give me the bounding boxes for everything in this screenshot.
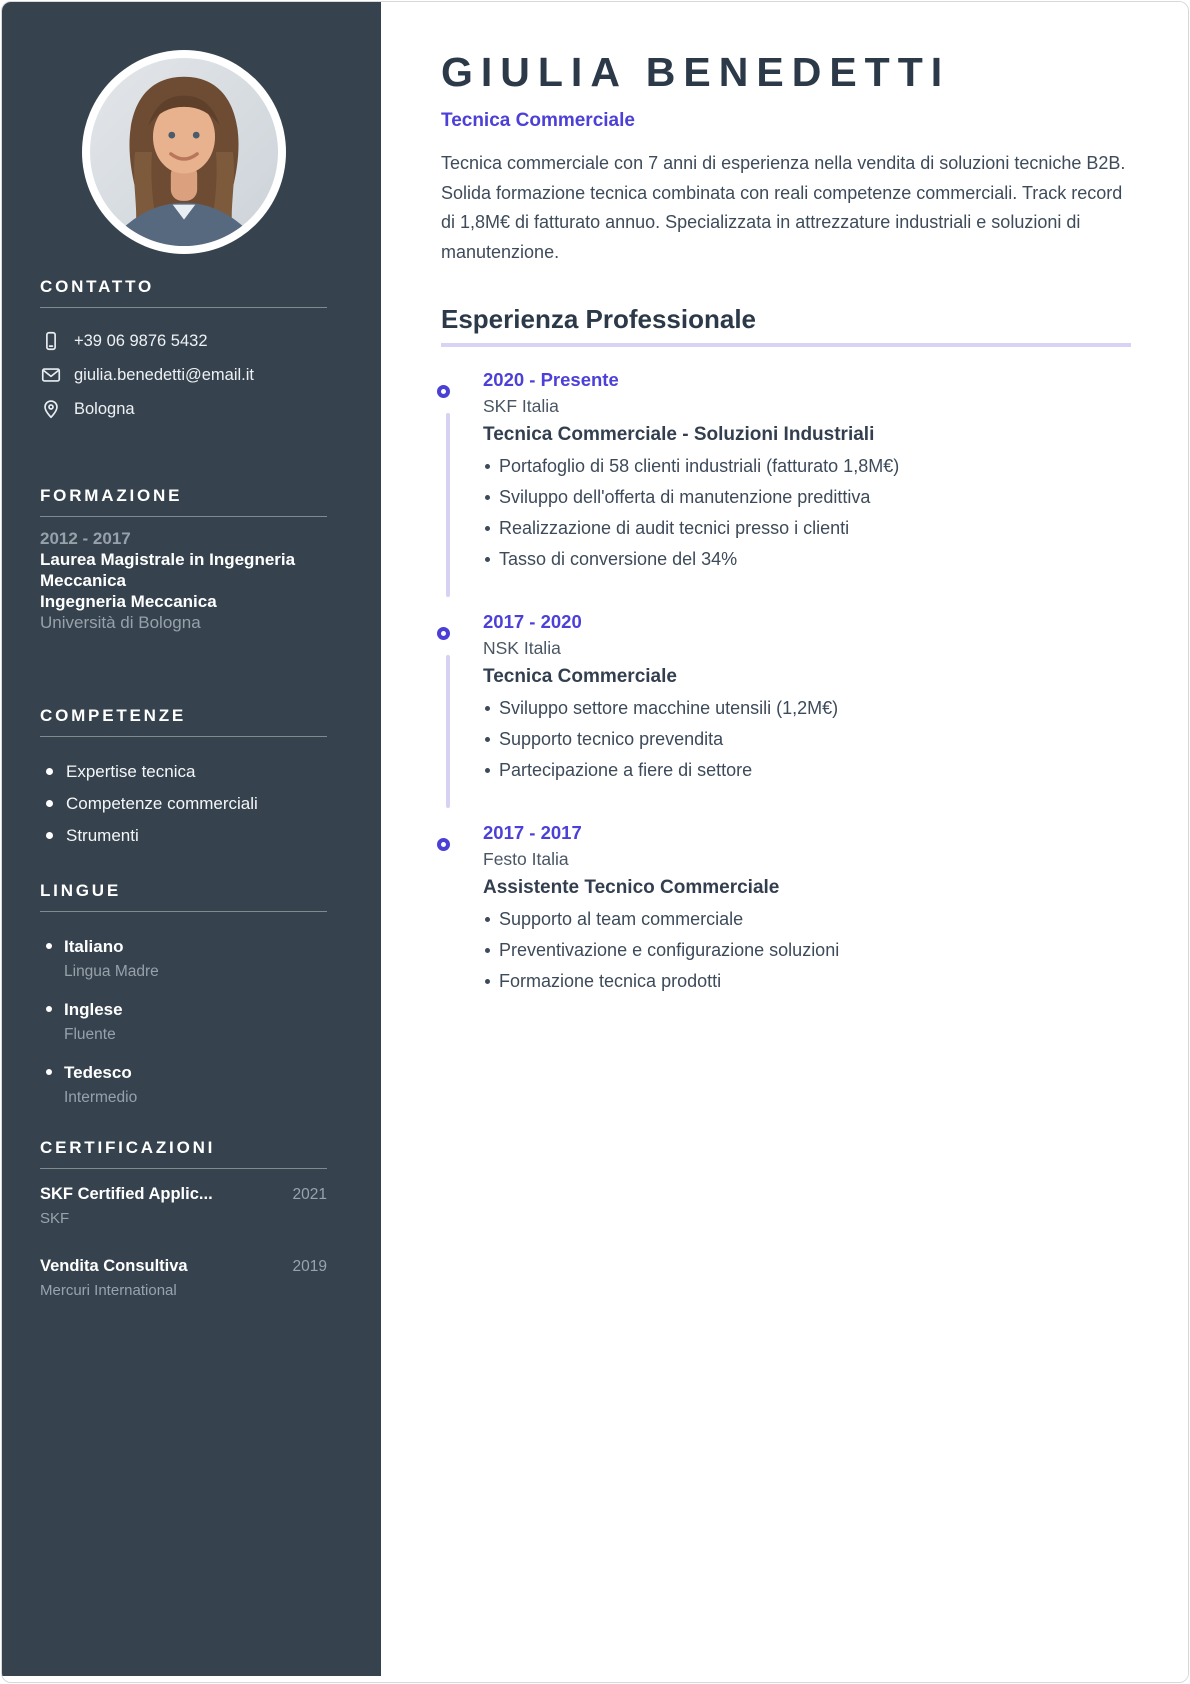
entry-company: SKF Italia	[483, 396, 559, 416]
language-name: Inglese	[64, 1000, 123, 1019]
bullet-item: Tasso di conversione del 34%	[483, 549, 1131, 569]
location-icon	[40, 398, 62, 420]
entry-bullets	[483, 909, 1131, 991]
entry-job-title: Tecnica Commerciale - Soluzioni Industriali	[483, 424, 875, 445]
timeline-marker-icon	[437, 838, 450, 851]
entry-company: NSK Italia	[483, 638, 561, 658]
language-name: Italiano	[64, 937, 124, 956]
languages-heading: LINGUE	[40, 881, 122, 900]
languages-section	[40, 881, 327, 1108]
experience-entry	[441, 611, 1131, 780]
contact-section	[40, 277, 327, 420]
contact-phone-text: +39 06 9876 5432	[74, 332, 208, 350]
experience-entry	[441, 822, 1131, 991]
experience-timeline	[441, 369, 1131, 991]
entry-company: Festo Italia	[483, 849, 569, 869]
certifications-heading: CERTIFICAZIONI	[40, 1138, 216, 1157]
language-level: Fluente	[64, 1026, 116, 1043]
avatar	[82, 50, 286, 254]
bullet-item: Partecipazione a fiere di settore	[483, 760, 1131, 780]
certification-item	[40, 1183, 327, 1229]
education-heading: FORMAZIONE	[40, 486, 183, 505]
certification-year: 2021	[292, 1186, 327, 1203]
contact-location-text: Bologna	[74, 400, 135, 418]
certification-issuer: SKF	[40, 1210, 70, 1227]
main-content	[381, 2, 1188, 1682]
contact-list	[40, 330, 327, 420]
entry-job-title: Assistente Tecnico Commerciale	[483, 877, 780, 898]
language-item	[40, 1062, 327, 1108]
certification-name: Vendita Consultiva	[40, 1257, 188, 1275]
skill-item: Strumenti	[40, 827, 327, 845]
profile-photo	[90, 58, 278, 246]
bullet-item: Supporto al team commerciale	[483, 909, 1131, 929]
certifications-section	[40, 1138, 327, 1301]
certification-issuer: Mercuri International	[40, 1282, 177, 1299]
skills-heading: COMPETENZE	[40, 706, 187, 725]
contact-phone	[40, 330, 327, 352]
sidebar	[2, 2, 381, 1676]
skills-section	[40, 706, 327, 845]
entry-date: 2020 - Presente	[483, 369, 619, 390]
resume-page	[1, 1, 1189, 1683]
language-item	[40, 936, 327, 982]
contact-heading: CONTATTO	[40, 277, 154, 296]
bullet-item: Preventivazione e configurazione soluzioni	[483, 940, 1131, 960]
phone-icon	[40, 330, 62, 352]
person-name: GIULIA BENEDETTI	[441, 49, 951, 95]
experience-entry	[441, 369, 1131, 569]
divider	[40, 1168, 327, 1169]
education-section	[40, 486, 327, 634]
job-role: Tecnica Commerciale	[441, 110, 635, 131]
entry-job-title: Tecnica Commerciale	[483, 666, 677, 687]
timeline-marker-icon	[437, 385, 450, 398]
divider	[40, 307, 327, 308]
language-name: Tedesco	[64, 1063, 132, 1082]
bullet-item: Sviluppo settore macchine utensili (1,2M€)	[483, 698, 1131, 718]
entry-date: 2017 - 2020	[483, 611, 582, 632]
contact-email-text: giulia.benedetti@email.it	[74, 366, 255, 384]
language-level: Lingua Madre	[64, 963, 159, 980]
divider	[40, 736, 327, 737]
education-field: Ingegneria Meccanica	[40, 592, 217, 611]
divider	[40, 516, 327, 517]
bullet-item: Supporto tecnico prevendita	[483, 729, 1131, 749]
certification-item	[40, 1255, 327, 1301]
contact-location	[40, 398, 327, 420]
entry-bullets	[483, 456, 1131, 569]
certification-name: SKF Certified Applic...	[40, 1185, 213, 1203]
profile-summary: Tecnica commerciale con 7 anni di esperienza nella vendita di soluzioni tecniche B2B. Solida formazione tecnica combinata con reali competenze commerciali. Track record di 1,8M€ di fatturato annuo. Specializzata in attrezzature industriali e soluzioni di manutenzione.	[441, 153, 1126, 262]
skill-item: Competenze commerciali	[40, 795, 327, 813]
language-item	[40, 999, 327, 1045]
contact-email	[40, 364, 327, 386]
skills-list	[40, 763, 327, 845]
bullet-item: Formazione tecnica prodotti	[483, 971, 1131, 991]
education-school: Università di Bologna	[40, 613, 201, 632]
education-degree: Laurea Magistrale in Ingegneria Meccanica	[40, 550, 296, 590]
email-icon	[40, 364, 62, 386]
bullet-item: Sviluppo dell'offerta di manutenzione predittiva	[483, 487, 1131, 507]
bullet-item: Realizzazione di audit tecnici presso i clienti	[483, 518, 1131, 538]
language-level: Intermedio	[64, 1089, 138, 1106]
skill-item: Expertise tecnica	[40, 763, 327, 781]
languages-list	[40, 936, 327, 1108]
entry-date: 2017 - 2017	[483, 822, 582, 843]
entry-bullets	[483, 698, 1131, 780]
certification-year: 2019	[292, 1258, 327, 1275]
education-period: 2012 - 2017	[40, 529, 131, 548]
timeline-marker-icon	[437, 627, 450, 640]
bullet-item: Portafoglio di 58 clienti industriali (fatturato 1,8M€)	[483, 456, 1131, 476]
divider	[40, 911, 327, 912]
experience-heading: Esperienza Professionale	[441, 304, 1131, 347]
